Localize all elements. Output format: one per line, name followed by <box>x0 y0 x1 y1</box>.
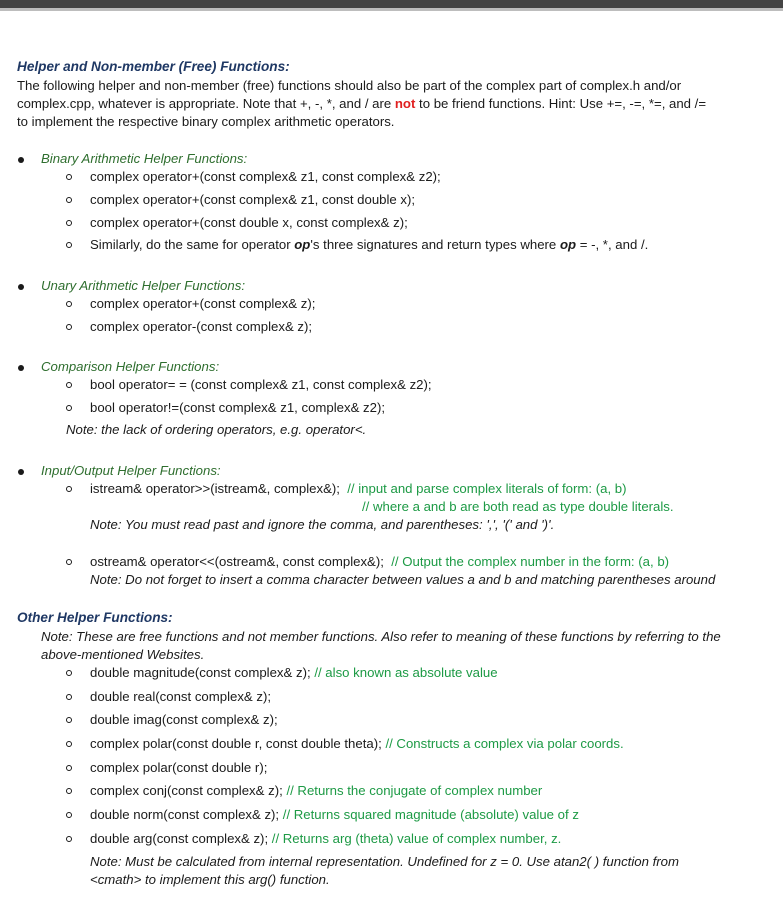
list-item: double imag(const complex& z); <box>90 712 278 727</box>
list-item: bool operator= = (const complex& z1, const complex& z2); <box>90 377 432 392</box>
list-item: double magnitude(const complex& z); // also known as absolute value <box>90 665 498 680</box>
circle-bullet-icon <box>66 197 72 203</box>
list-item: bool operator!=(const complex& z1, complex& z2); <box>90 400 386 415</box>
other-note-line-2: above-mentioned Websites. <box>41 647 205 662</box>
list-item: complex polar(const double r); <box>90 760 268 775</box>
ostream-line: ostream& operator<<(ostream&, const complex&); // Output the complex number in the form: (a, b) <box>90 554 670 569</box>
circle-bullet-icon <box>66 741 72 747</box>
circle-bullet-icon <box>66 405 72 411</box>
circle-bullet-icon <box>66 717 72 723</box>
circle-bullet-icon <box>66 836 72 842</box>
circle-bullet-icon <box>66 486 72 492</box>
other-note-line-1: Note: These are free functions and not member functions. Also refer to meaning of these functions by referring to the <box>41 629 721 644</box>
circle-bullet-icon <box>66 765 72 771</box>
istream-line: istream& operator>>(istream&, complex&); // input and parse complex literals of form: (a, b) <box>90 481 627 496</box>
list-item: double real(const complex& z); <box>90 689 272 704</box>
arg-note-line-2: <cmath> to implement this arg() function. <box>90 872 330 887</box>
comparison-note: Note: the lack of ordering operators, e.g. operator<. <box>66 422 367 437</box>
binary-similar-note: Similarly, do the same for operator op's three signatures and return types where op = -, *, and /. <box>90 237 649 252</box>
list-item: complex operator+(const complex& z1, const double x); <box>90 192 416 207</box>
section-heading-helper: Helper and Non-member (Free) Functions: <box>17 59 290 74</box>
bullet-icon <box>18 157 24 163</box>
list-item: complex polar(const double r, const double theta); // Constructs a complex via polar coords. <box>90 736 624 751</box>
circle-bullet-icon <box>66 220 72 226</box>
circle-bullet-icon <box>66 788 72 794</box>
intro-line-3: to implement the respective binary complex arithmetic operators. <box>17 114 395 129</box>
list-item: double norm(const complex& z); // Returns squared magnitude (absolute) value of z <box>90 807 579 822</box>
window-top-bar <box>0 0 783 8</box>
circle-bullet-icon <box>66 559 72 565</box>
io-title: Input/Output Helper Functions: <box>41 463 221 478</box>
list-item: complex operator+(const complex& z1, const complex& z2); <box>90 169 441 184</box>
circle-bullet-icon <box>66 242 72 248</box>
istream-note: Note: You must read past and ignore the comma, and parentheses: ',', '(' and ')'. <box>90 517 555 532</box>
list-item: double arg(const complex& z); // Returns arg (theta) value of complex number, z. <box>90 831 562 846</box>
circle-bullet-icon <box>66 301 72 307</box>
bullet-icon <box>18 284 24 290</box>
circle-bullet-icon <box>66 812 72 818</box>
list-item: complex operator+(const double x, const complex& z); <box>90 215 408 230</box>
circle-bullet-icon <box>66 174 72 180</box>
comparison-title: Comparison Helper Functions: <box>41 359 220 374</box>
arg-note-line-1: Note: Must be calculated from internal representation. Undefined for z = 0. Use atan2( ) function from <box>90 854 679 869</box>
ostream-note: Note: Do not forget to insert a comma character between values a and b and matching parentheses around <box>90 572 716 587</box>
circle-bullet-icon <box>66 382 72 388</box>
unary-title: Unary Arithmetic Helper Functions: <box>41 278 245 293</box>
not-emphasis: not <box>394 96 416 111</box>
istream-comment-2: // where a and b are both read as type double literals. <box>362 499 674 514</box>
circle-bullet-icon <box>66 324 72 330</box>
window-top-border <box>0 8 783 11</box>
bullet-icon <box>18 469 24 475</box>
bullet-icon <box>18 365 24 371</box>
list-item: complex operator+(const complex& z); <box>90 296 316 311</box>
section-heading-other: Other Helper Functions: <box>17 610 173 625</box>
intro-line-2: complex.cpp, whatever is appropriate. Note that +, -, *, and / are not to be friend functions. Hint: Use +=, -=, *=, and /= <box>17 96 707 111</box>
circle-bullet-icon <box>66 694 72 700</box>
circle-bullet-icon <box>66 670 72 676</box>
list-item: complex conj(const complex& z); // Returns the conjugate of complex number <box>90 783 543 798</box>
binary-title: Binary Arithmetic Helper Functions: <box>41 151 248 166</box>
intro-line-1: The following helper and non-member (free) functions should also be part of the complex part of complex.h and/or <box>17 78 682 93</box>
list-item: complex operator-(const complex& z); <box>90 319 313 334</box>
